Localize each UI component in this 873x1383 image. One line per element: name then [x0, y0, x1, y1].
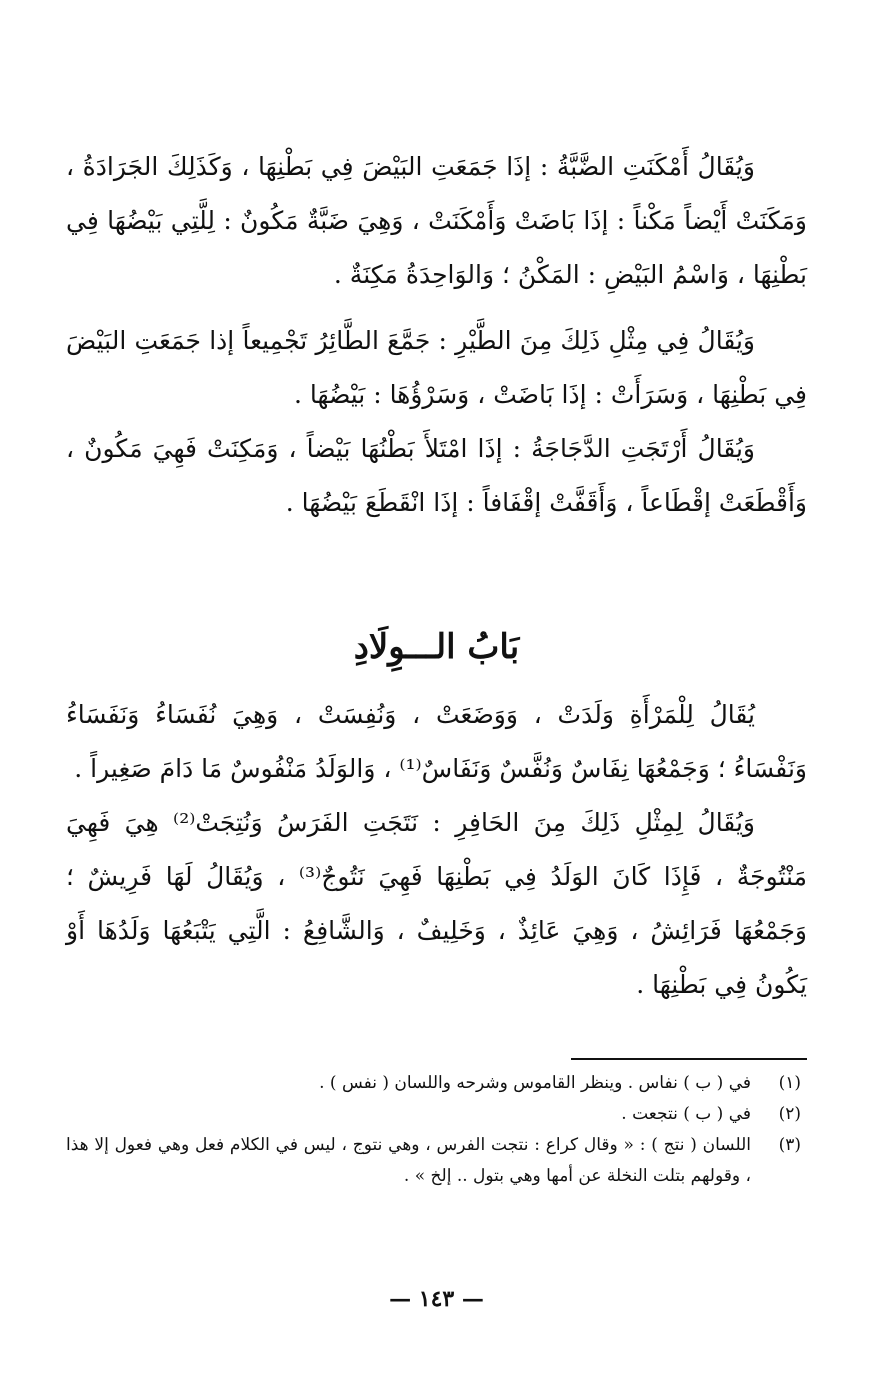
- paragraph: وَيُقَالُ فِي مِثْلِ ذَلِكَ مِنَ الطَّيْرِ : جَمَّعَ الطَّائِرُ تَجْمِيعاً إذا جَمَعَتِ البَيْضَ فِي بَطْنِهَا ، وَسَرَأَتْ : إذَا بَاضَتْ ، وَسَرْؤُهَا : بَيْضُهَا .: [66, 326, 807, 409]
- footnote-divider: [571, 1058, 807, 1060]
- footnote: [66, 1130, 807, 1192]
- paragraph: يُقَالُ لِلْمَرْأَةِ وَلَدَتْ ، وَوَضَعَتْ ، وَنُفِسَتْ ، وَهِيَ نُفَسَاءُ وَنَفَسَاءُ وَنَفْسَاءُ ؛ وَجَمْعُهَا نِفَاسٌ وَنُفَّسٌ وَنَفَاسٌ⁽¹⁾ ، وَالوَلَدُ مَنْفُوسٌ مَا دَامَ صَغِيراً .: [66, 700, 807, 783]
- footnotes: [66, 1068, 807, 1192]
- footnote: [66, 1068, 807, 1099]
- footnote-number: (٢): [778, 1104, 801, 1124]
- section-birth: [66, 688, 807, 1012]
- footnote-text: في ( ب ) نتجعت .: [621, 1104, 751, 1124]
- page-number: — ١٤٣ —: [389, 1286, 484, 1312]
- footnote-text: في ( ب ) نفاس . وينظر القاموس وشرحه واللسان ( نفس ) .: [319, 1073, 751, 1093]
- paragraph: وَيُقَالُ أَمْكَنَتِ الضَّبَّةُ : إذَا جَمَعَتِ البَيْضَ فِي بَطْنِهَا ، وَكَذَلِكَ الجَرَادَةُ ، وَمَكَنَتْ أَيْضاً مَكْناً : إذَا بَاضَتْ وَأَمْكَنَتْ ، وَهِيَ ضَبَّةٌ مَكُونٌ : لِلَّتِي بَيْضُهَا فِي بَطْنِهَا ، وَاسْمُ البَيْضِ : المَكْنُ ؛ وَالوَاحِدَةُ مَكِنَةٌ .: [66, 152, 807, 289]
- paragraph: وَيُقَالُ لِمِثْلِ ذَلِكَ مِنَ الحَافِرِ : نَتَجَتِ الفَرَسُ وَنُتِجَتْ⁽²⁾ هِيَ فَهِيَ مَنْتُوجَةٌ ، فَإِذَا كَانَ الوَلَدُ فِي بَطْنِهَا فَهِيَ نَتُوجٌ⁽³⁾ ، وَيُقَالُ لَهَا فَرِيشٌ ؛ وَجَمْعُهَا فَرَائِشُ ، وَهِيَ عَائِذٌ ، وَخَلِيفٌ ، وَالشَّافِعُ : الَّتِي يَتْبَعُهَا وَلَدُهَا أَوْ يَكُونُ فِي بَطْنِهَا .: [66, 808, 807, 999]
- paragraph: وَيُقَالُ أَرْتَجَتِ الدَّجَاجَةُ : إذَا امْتَلأَ بَطْنُهَا بَيْضاً ، وَمَكِنَتْ فَهِيَ مَكُونٌ ، وَأَقْطَعَتْ إقْطَاعاً ، وَأَقَفَّتْ إقْفَافاً : إذَا انْقَطَعَ بَيْضُهَا .: [66, 434, 807, 517]
- footnote-text: اللسان ( نتج ) : « وقال كراع : نتجت الفرس ، وهي نتوج ، ليس في الكلام فعل وهي فعول إلا هذا ، وقولهم بتلت النخلة عن أمها وهي بتول .. إلخ » .: [66, 1135, 751, 1186]
- footnote-number: (٣): [778, 1135, 801, 1155]
- chapter-heading: بَابُ الـــوِلَادِ: [353, 627, 520, 667]
- footnote: [66, 1099, 807, 1130]
- footnote-number: (١): [778, 1073, 801, 1093]
- section-eggs: [66, 140, 807, 530]
